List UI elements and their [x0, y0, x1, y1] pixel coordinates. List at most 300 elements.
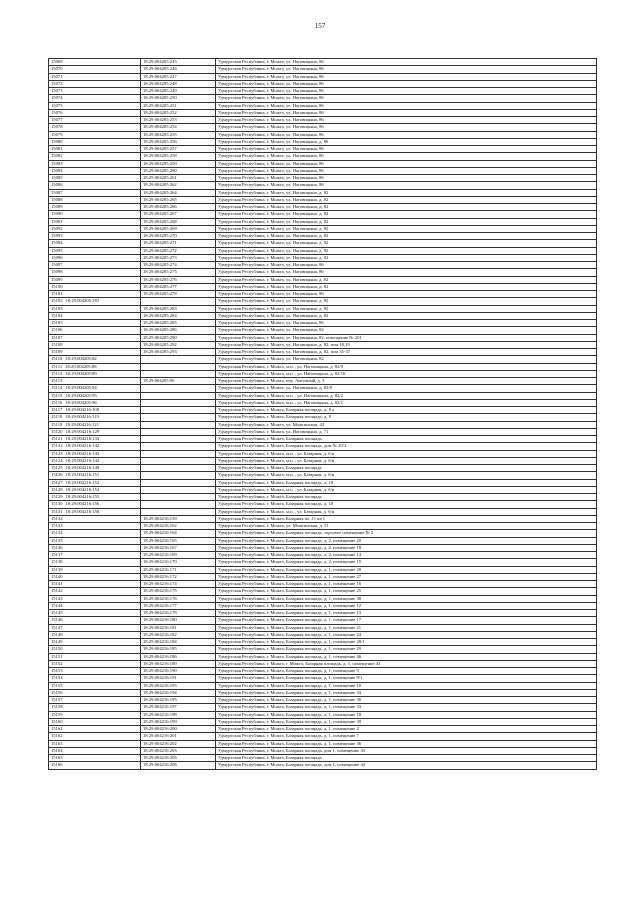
row-number: 15158: [51, 704, 63, 710]
address-cell: Удмуртская Республика, г. Можга, Базарная площадь, д. 8: [216, 414, 597, 421]
address-cell: Удмуртская Республика, г. Можга, Базарная площадь, д. 1, помещение 25: [216, 588, 597, 595]
table-row: [49, 349, 597, 356]
table-row: [49, 740, 597, 747]
row-number-cell: [49, 160, 141, 167]
table-row: [49, 138, 597, 145]
cadastral-number-cell: 18:29:004216:165: [141, 537, 216, 544]
row-number-cell: [49, 175, 141, 182]
row-number: 15098: [51, 269, 63, 275]
row-number: 15108: [51, 341, 63, 347]
table-row: [49, 711, 597, 718]
address-cell: Удмуртская Республика, г. Можга, Базарная площадь, д. 18: [216, 479, 597, 486]
parcel-cadastral-number: 18:29:004216:158: [65, 508, 100, 514]
cadastral-number-cell: [141, 450, 216, 457]
row-number: 15161: [51, 726, 63, 731]
address-cell: Удмуртская Республика, г. Можга, Базарная пл.,11 кв 1: [216, 515, 597, 522]
row-number-cell: [49, 508, 141, 515]
cadastral-number-cell: 18:29:004205:257: [141, 146, 216, 153]
row-number-cell: [49, 581, 141, 588]
cadastral-number-cell: 18:29:004216:172: [141, 573, 216, 580]
row-number: 15089: [51, 204, 63, 209]
row-number: 15157: [51, 697, 63, 702]
cadastral-number-cell: 18:29:004216:198: [141, 711, 216, 718]
row-number: 15137: [51, 552, 63, 557]
parcel-cadastral-number: 18:29:004216:152: [65, 479, 100, 485]
row-number: 15080: [51, 138, 63, 144]
address-cell: Удмуртская Республика, г. Можга, Базарная площадь, д. 1, помещение 4: [216, 726, 597, 733]
address-cell: Удмуртская Республика, г. Можга, Базарная площадь, д. 1, помещение 27: [216, 573, 597, 580]
row-number-cell: [49, 218, 141, 225]
table-row: [49, 385, 597, 392]
address-cell: Удмуртская Республика, г. Можга, Базарная площадь, д. 2, помещение 20: [216, 537, 597, 544]
row-number-cell: [49, 762, 141, 769]
cadastral-number-cell: 18:29:004216:191: [141, 675, 216, 682]
row-number-cell: [49, 138, 141, 145]
cadastral-number-cell: 18:29:004216:176: [141, 595, 216, 602]
row-number-cell: [49, 457, 141, 464]
cadastral-number-cell: 18:29:004205:272: [141, 247, 216, 254]
row-number-cell: [49, 588, 141, 595]
row-number: 15152: [51, 660, 63, 666]
cadastral-number-cell: 18:29:004205:265: [141, 196, 216, 203]
table-row: [49, 689, 597, 696]
row-number-cell: [49, 131, 141, 138]
table-row: [49, 407, 597, 414]
cadastral-number-cell: 18:29:004205:256: [141, 138, 216, 145]
cadastral-number-cell: 18:29:004216:170: [141, 559, 216, 566]
parcel-cadastral-number: 18:29:004216:121: [65, 421, 100, 427]
row-number: 15135: [51, 537, 63, 543]
row-number-cell: [49, 66, 141, 73]
address-cell: Удмуртская Республика, г. Можга, Базарная площадь, д. 1, помещение 30: [216, 697, 597, 704]
address-cell: Удмуртская Республика, г. Можга, ул. Наговицына, 82: [216, 356, 597, 363]
row-number: 15119: [51, 421, 63, 427]
row-number-cell: [49, 479, 141, 486]
table-row: [49, 109, 597, 116]
row-number-cell: [49, 530, 141, 537]
row-number-cell: [49, 465, 141, 472]
table-row: [49, 631, 597, 638]
cadastral-number-cell: 18:29:004216:194: [141, 689, 216, 696]
row-number-cell: [49, 225, 141, 232]
table-row: [49, 189, 597, 196]
cadastral-number-cell: 18:29:004205:253: [141, 117, 216, 124]
address-cell: Удмуртская Республика, г. Можга, ул. Наговицына, 82, помещение № 201: [216, 334, 597, 341]
row-number-cell: [49, 88, 141, 95]
row-number-cell: [49, 204, 141, 211]
row-number: 15106: [51, 327, 63, 333]
cadastral-number-cell: [141, 494, 216, 501]
row-number: 15127: [51, 479, 63, 485]
row-number: 15088: [51, 196, 63, 202]
table-row: [49, 668, 597, 675]
table-row: [49, 399, 597, 406]
cadastral-number-cell: 18:29:004205:254: [141, 124, 216, 131]
table-row: [49, 552, 597, 559]
table-row: [49, 334, 597, 341]
address-cell: Удмуртская Республика, г. Можга, Базарная площадь, д. 1, помещение 39: [216, 718, 597, 725]
address-cell: Удмуртская Республика, г. Можга, м.п. , ул. Базарная, д. б/н: [216, 508, 597, 515]
row-number-cell: [49, 733, 141, 740]
row-number-cell: [49, 523, 141, 530]
cadastral-number-cell: 18:29:004216:205: [141, 755, 216, 762]
table-row: [49, 240, 597, 247]
row-number-cell: [49, 660, 141, 667]
address-cell: Удмуртская Республика, г. Можга, ул. Наговицына, д. 82: [216, 247, 597, 254]
row-number: 15154: [51, 675, 63, 681]
address-cell: Удмуртская Республика, г. Можга, ул. Можгинская, 43: [216, 421, 597, 428]
table-row: [49, 559, 597, 566]
cadastral-number-cell: 18:29:004205:246: [141, 66, 216, 73]
address-cell: Удмуртская Республика, г. Можга, ул. Наговицына, 86: [216, 73, 597, 80]
row-number: 15102: [51, 298, 63, 304]
row-number: 15142: [51, 588, 63, 594]
row-number-cell: [49, 537, 141, 544]
table-row: [49, 610, 597, 617]
row-number-cell: [49, 95, 141, 102]
table-row: [49, 88, 597, 95]
table-row: [49, 102, 597, 109]
cadastral-number-cell: 18:29:004216:201: [141, 733, 216, 740]
row-number: 15082: [51, 153, 63, 159]
table-row: [49, 298, 597, 305]
address-cell: Удмуртская Республика, г. Можга, Базарная площадь, д. 1, помещение 38: [216, 595, 597, 602]
row-number-cell: [49, 59, 141, 66]
cadastral-number-cell: 18:29:004205:251: [141, 102, 216, 109]
row-number-cell: [49, 450, 141, 457]
row-number: 15143: [51, 595, 63, 601]
address-cell: Удмуртская Республика, г. Можга, ул. Наговицына, 86: [216, 262, 597, 269]
cadastral-number-cell: [141, 414, 216, 421]
row-number-cell: [49, 356, 141, 363]
cadastral-number-cell: 18:29:004205:293: [141, 349, 216, 356]
row-number-cell: [49, 573, 141, 580]
cadastral-number-cell: 18:29:004205:276: [141, 276, 216, 283]
table-row: [49, 639, 597, 646]
table-row: [49, 726, 597, 733]
row-number-cell: [49, 298, 141, 305]
row-number: 15122: [51, 443, 63, 449]
cadastral-number-cell: 18:29:004216:164: [141, 530, 216, 537]
table-row: [49, 573, 597, 580]
address-cell: Удмуртская Республика, г. Можга, ул. Наговицына, д. 82: [216, 240, 597, 247]
row-number: 15104: [51, 312, 63, 318]
row-number-cell: [49, 682, 141, 689]
row-number: 15105: [51, 320, 63, 325]
cadastral-number-cell: [141, 428, 216, 435]
parcel-cadastral-number: 18:29:004216:133: [65, 436, 100, 441]
row-number: 15138: [51, 559, 63, 565]
row-number: 15069: [51, 59, 63, 64]
cadastral-number-cell: [141, 407, 216, 414]
row-number-cell: [49, 247, 141, 254]
row-number: 15134: [51, 530, 63, 536]
row-number: 15140: [51, 573, 63, 579]
cadastral-number-cell: 18:29:004216:200: [141, 726, 216, 733]
address-cell: Удмуртская Республика, г. Можга, ул. Наговицына, д. 82: [216, 196, 597, 203]
row-number: 15130: [51, 501, 63, 507]
address-cell: Удмуртская Республика, г. Можга, ул. Наговицына, д. 82: [216, 225, 597, 232]
address-cell: Удмуртская Республика, г. Можга, ул. Наговицына, 86: [216, 109, 597, 116]
table-row: [49, 225, 597, 232]
address-cell: Удмуртская Республика, г. Можга, Базарная площадь, д. 1, помещение 9/1: [216, 675, 597, 682]
table-row: [49, 653, 597, 660]
cadastral-number-cell: 18:29:004216:162: [141, 523, 216, 530]
cadastral-number-cell: 18:29:004205:285: [141, 320, 216, 327]
parcel-cadastral-number: 18:29:004205:89: [65, 370, 97, 376]
address-cell: Удмуртская Республика, г. Можга, ул. Наговицына, д. 82: [216, 283, 597, 290]
table-row: [49, 153, 597, 160]
address-cell: Удмуртская Республика, г. Можга, ул. Наговицына, д. 86: [216, 138, 597, 145]
address-cell: Удмуртская Республика, г. Можга, Базарная площадь, д. 1, помещение 12: [216, 602, 597, 609]
cadastral-number-cell: 18:29:004216:190: [141, 668, 216, 675]
row-number: 15096: [51, 254, 63, 260]
row-number-cell: [49, 399, 141, 406]
cadastral-number-cell: 18:29:004205:90: [141, 378, 216, 385]
row-number-cell: [49, 689, 141, 696]
row-number-cell: [49, 421, 141, 428]
row-number-cell: [49, 269, 141, 276]
cadastral-number-cell: 18:29:004216:203: [141, 747, 216, 754]
cadastral-number-cell: 18:29:004205:262: [141, 182, 216, 189]
row-number-cell: [49, 153, 141, 160]
cadastral-number-cell: [141, 363, 216, 370]
address-cell: Удмуртская Республика, г. Можга, ул. Наговицына, 86: [216, 102, 597, 109]
table-row: [49, 566, 597, 573]
table-row: [49, 465, 597, 472]
table-row: [49, 523, 597, 530]
row-number-cell: [49, 610, 141, 617]
cadastral-number-cell: 18:29:004205:259: [141, 160, 216, 167]
address-cell: Удмуртская Республика, г. Можга, ул. Наговицына, 86: [216, 66, 597, 73]
row-number: 15144: [51, 602, 63, 608]
row-number-cell: [49, 755, 141, 762]
row-number: 15072: [51, 80, 63, 86]
cadastral-number-cell: 18:29:004216:182: [141, 631, 216, 638]
row-number-cell: [49, 726, 141, 733]
cadastral-number-cell: 18:29:004205:260: [141, 167, 216, 174]
table-row: [49, 457, 597, 464]
row-number-cell: [49, 124, 141, 131]
address-cell: Удмуртская Республика, г. Можга, ул. Наговицына, д. 82: [216, 211, 597, 218]
row-number-cell: [49, 109, 141, 116]
row-number-cell: [49, 697, 141, 704]
row-number-cell: [49, 443, 141, 450]
row-number: 15116: [51, 399, 63, 405]
row-number: 15114: [51, 385, 63, 391]
row-number: 15150: [51, 646, 63, 652]
row-number-cell: [49, 602, 141, 609]
table-row: [49, 66, 597, 73]
table-row: [49, 320, 597, 327]
table-row: [49, 479, 597, 486]
address-cell: Удмуртская Республика, г. Можга, Базарная площадь, д. 1, помещение 10: [216, 682, 597, 689]
table-row: [49, 704, 597, 711]
address-cell: Удмуртская Республика, г. Можга, Базарная площадь, дом 1, помещение 43: [216, 747, 597, 754]
address-cell: Удмуртская Республика, г. Можга, ул. Наговицына, 86: [216, 320, 597, 327]
cadastral-number-cell: 18:29:004205:271: [141, 240, 216, 247]
address-cell: Удмуртская Республика, г. Можга, м.п. , ул. Базарная, д. б/н: [216, 472, 597, 479]
row-number: 15078: [51, 124, 63, 130]
address-cell: Удмуртская Республика, г. Можга, ул. Наговицына, д. 71: [216, 428, 597, 435]
table-row: [49, 733, 597, 740]
cadastral-number-cell: 18:29:004216:177: [141, 602, 216, 609]
row-number-cell: [49, 552, 141, 559]
row-number: 15074: [51, 95, 63, 101]
table-row: [49, 211, 597, 218]
cadastral-number-cell: 18:29:004216:178: [141, 610, 216, 617]
registry-body: [49, 59, 597, 770]
row-number-cell: [49, 211, 141, 218]
cadastral-number-cell: 18:29:004205:275: [141, 269, 216, 276]
cadastral-number-cell: 18:29:004216:185: [141, 646, 216, 653]
table-row: [49, 160, 597, 167]
table-row: [49, 182, 597, 189]
row-number-cell: [49, 385, 141, 392]
row-number-cell: [49, 631, 141, 638]
address-cell: Удмуртская Республика, г. Можга, Базарная площадь: [216, 755, 597, 762]
cadastral-number-cell: 18:29:004216:169: [141, 552, 216, 559]
cadastral-number-cell: 18:29:004216:195: [141, 697, 216, 704]
address-cell: Удмуртская Республика, г. Можга, Базарная площадь, д. 1, помещение 7: [216, 733, 597, 740]
row-number: 15131: [51, 508, 63, 514]
cadastral-number-cell: 18:29:004205:286: [141, 327, 216, 334]
address-cell: Удмуртская Республика, г. Можга, ул. Наговицына, 86: [216, 146, 597, 153]
cadastral-number-cell: 18:29:004205:255: [141, 131, 216, 138]
table-row: [49, 472, 597, 479]
address-cell: Удмуртская Республика, г. Можга, Базарная площадь, д. 1, помещение 9: [216, 668, 597, 675]
row-number: 15147: [51, 624, 63, 630]
table-row: [49, 131, 597, 138]
row-number: 15145: [51, 610, 63, 615]
table-row: [49, 392, 597, 399]
address-cell: Удмуртская Республика, г. Можга, ул. Наговицына, д. 82: [216, 298, 597, 305]
table-row: [49, 283, 597, 290]
row-number: 15073: [51, 88, 63, 93]
address-cell: Удмуртская Республика, г. Можга, ул. Наговицына, д. 82, пом 35-37: [216, 349, 597, 356]
address-cell: Удмуртская Республика, г. Можга, ул. Наговицына, 86: [216, 269, 597, 276]
row-number: 15081: [51, 146, 63, 151]
table-row: [49, 312, 597, 319]
table-row: [49, 233, 597, 240]
address-cell: Удмуртская Республика, г. Можга, Базарная площадь, дом 1, помещение 44: [216, 762, 597, 769]
row-number: 15159: [51, 711, 63, 717]
table-row: [49, 196, 597, 203]
row-number: 15097: [51, 262, 63, 267]
address-cell: Удмуртская Республика, г. Можга, ул. Наговицына, д. 82, пом.18,19: [216, 341, 597, 348]
row-number: 15110: [51, 356, 63, 362]
cadastral-number-cell: 18:29:004205:258: [141, 153, 216, 160]
row-number: 15103: [51, 305, 63, 311]
row-number: 15071: [51, 73, 63, 79]
row-number: 15117: [51, 407, 63, 412]
parcel-cadastral-number: 18:29:004216:144: [65, 457, 100, 463]
cadastral-number-cell: [141, 472, 216, 479]
address-cell: Удмуртская Республика, г. Можга, ул. Наговицына, 86: [216, 167, 597, 174]
row-number: 15100: [51, 283, 63, 289]
row-number-cell: [49, 73, 141, 80]
address-cell: Удмуртская Республика, г. Можга, ул. Наговицына, 86: [216, 175, 597, 182]
parcel-cadastral-number: 18:29:004216:142: [65, 443, 100, 449]
parcel-cadastral-number: 18:29:004205:82: [65, 356, 97, 362]
table-row: [49, 617, 597, 624]
row-number: 15087: [51, 189, 63, 195]
address-cell: Удмуртская Республика, г. Можга, Базарная площадь, д. 1, помещение 29: [216, 646, 597, 653]
table-row: [49, 146, 597, 153]
row-number-cell: [49, 639, 141, 646]
page-number: 157: [314, 22, 326, 30]
table-row: [49, 262, 597, 269]
row-number-cell: [49, 624, 141, 631]
parcel-cadastral-number: 18:29:004216:119: [65, 414, 99, 420]
cadastral-number-cell: 18:29:004205:273: [141, 254, 216, 261]
row-number: 15094: [51, 240, 63, 246]
property-registry-table: [48, 58, 597, 770]
address-cell: Удмуртская Республика, г. Можга, г. Можга, Базарная площадь, д. 1, помещение 43: [216, 660, 597, 667]
row-number-cell: [49, 196, 141, 203]
cadastral-number-cell: [141, 385, 216, 392]
row-number-cell: [49, 740, 141, 747]
address-cell: Удмуртская Республика, г. Можга, пер. Ангочный, д. 3: [216, 378, 597, 385]
row-number: 15164: [51, 747, 63, 753]
table-row: [49, 204, 597, 211]
cadastral-number-cell: 18:29:004205:283: [141, 305, 216, 312]
cadastral-number-cell: 18:29:004205:268: [141, 218, 216, 225]
address-cell: Удмуртская Республика, г. Можга, м.п. , ул. Наговицына, д. 82/2: [216, 392, 597, 399]
row-number: 15126: [51, 472, 63, 478]
row-number: 15120: [51, 428, 63, 434]
row-number: 15083: [51, 160, 63, 166]
row-number-cell: [49, 747, 141, 754]
cadastral-number-cell: [141, 501, 216, 508]
row-number: 15084: [51, 167, 63, 173]
cadastral-number-cell: 18:29:004216:159: [141, 515, 216, 522]
row-number: 15165: [51, 755, 63, 760]
address-cell: Удмуртская Республика, г. Можга, ул. Наговицына, д. 82: [216, 276, 597, 283]
table-row: [49, 73, 597, 80]
cadastral-number-cell: 18:29:004216:174: [141, 581, 216, 588]
row-number-cell: [49, 370, 141, 377]
row-number: 15133: [51, 523, 63, 528]
row-number: 15091: [51, 218, 63, 224]
cadastral-number-cell: [141, 486, 216, 493]
address-cell: Удмуртская Республика, г. Можга, Базарная площадь, д. 1, помещение 16: [216, 581, 597, 588]
address-cell: Удмуртская Республика, г. Можга, ул. Наговицына, 86: [216, 153, 597, 160]
row-number-cell: [49, 378, 141, 385]
parcel-cadastral-number: 18:29:004205:88: [65, 363, 97, 369]
parcel-cadastral-number: 18:29:004216:155: [65, 494, 100, 499]
cadastral-number-cell: [141, 399, 216, 406]
row-number-cell: [49, 704, 141, 711]
table-row: [49, 515, 597, 522]
cadastral-number-cell: 18:29:004205:248: [141, 80, 216, 87]
cadastral-number-cell: 18:29:004216:171: [141, 566, 216, 573]
row-number-cell: [49, 240, 141, 247]
row-number: 15132: [51, 515, 63, 521]
address-cell: Удмуртская Республика, г. Можга, м.п. , ул. Базарная, д. б/н: [216, 457, 597, 464]
cadastral-number-cell: 18:29:004216:175: [141, 588, 216, 595]
cadastral-number-cell: 18:29:004216:199: [141, 718, 216, 725]
parcel-cadastral-number: 18:29:004216:129: [65, 428, 100, 434]
row-number: 15124: [51, 457, 63, 463]
table-row: [49, 646, 597, 653]
cadastral-number-cell: 18:29:004205:267: [141, 211, 216, 218]
parcel-cadastral-number: 18:29:004205:281: [65, 298, 100, 304]
table-row: [49, 747, 597, 754]
table-row: [49, 530, 597, 537]
cadastral-number-cell: [141, 479, 216, 486]
row-number-cell: [49, 653, 141, 660]
